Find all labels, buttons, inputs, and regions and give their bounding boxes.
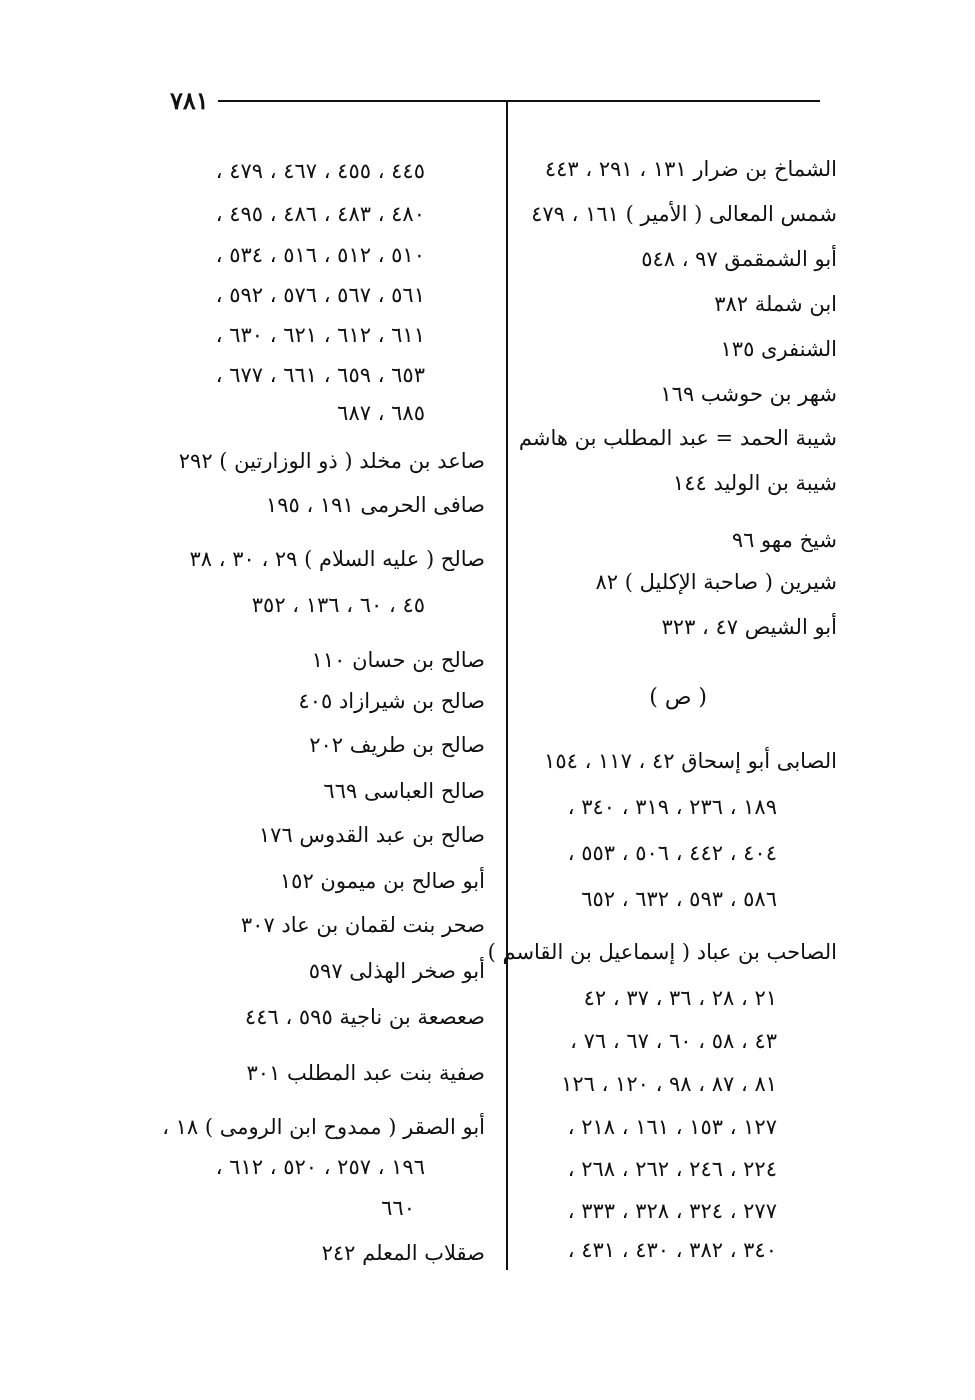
index-entry: ١٢٧ ، ١٥٣ ، ١٦١ ، ٢١٨ ،: [567, 1115, 777, 1139]
right-column: [487, 0, 837, 1400]
index-entry: ٦١١ ، ٦١٢ ، ٦٢١ ، ٦٣٠ ،: [215, 323, 425, 347]
index-entry: شيبة الحمد = عبد المطلب بن هاشم: [518, 426, 837, 450]
index-entry: أبو الشمقمق ٩٧ ، ٥٤٨: [641, 247, 837, 271]
index-entry: صالح بن شيرازاد ٤٠٥: [298, 689, 485, 713]
index-entry: ١٨٩ ، ٢٣٦ ، ٣١٩ ، ٣٤٠ ،: [567, 795, 777, 819]
index-entry: شهر بن حوشب ١٦٩: [660, 382, 837, 406]
left-column: [155, 0, 485, 1400]
index-entry: صقلاب المعلم ٢٤٢: [321, 1241, 485, 1265]
index-entry: صالح بن طريف ٢٠٢: [309, 733, 485, 757]
index-entry: ٥١٠ ، ٥١٢ ، ٥١٦ ، ٥٣٤ ،: [215, 243, 425, 267]
index-entry: صاعد بن مخلد ( ذو الوزارتين ) ٢٩٢: [178, 449, 485, 473]
index-entry: أبو صخر الهذلى ٥٩٧: [308, 959, 485, 983]
index-entry: شمس المعالى ( الأمير ) ١٦١ ، ٤٧٩: [531, 202, 837, 226]
index-entry: الشماخ بن ضرار ١٣١ ، ٢٩١ ، ٤٤٣: [544, 157, 837, 181]
index-entry: الصابى أبو إسحاق ٤٢ ، ١١٧ ، ١٥٤: [544, 749, 837, 773]
page-number: ٧٨١: [170, 86, 209, 115]
index-entry: صالح العباسى ٦٦٩: [323, 779, 485, 803]
index-entry: أبو صالح بن ميمون ١٥٢: [279, 869, 485, 893]
index-entry: صالح ( عليه السلام ) ٢٩ ، ٣٠ ، ٣٨: [189, 547, 485, 571]
index-entry: ابن شملة ٣٨٢: [714, 292, 837, 316]
index-entry: صالح بن حسان ١١٠: [311, 648, 485, 672]
index-entry: ٢٢٤ ، ٢٤٦ ، ٢٦٢ ، ٢٦٨ ،: [567, 1157, 777, 1181]
index-entry: صحر بنت لقمان بن عاد ٣٠٧: [240, 913, 485, 937]
index-entry: صعصعة بن ناجية ٥٩٥ ، ٤٤٦: [244, 1005, 485, 1029]
index-entry: ١٩٦ ، ٢٥٧ ، ٥٢٠ ، ٦١٢ ،: [215, 1155, 425, 1179]
index-entry: الصاحب بن عباد ( إسماعيل بن القاسم ): [487, 940, 837, 964]
index-entry: ٥٦١ ، ٥٦٧ ، ٥٧٦ ، ٥٩٢ ،: [215, 283, 425, 307]
section-heading: ( ص ): [649, 685, 707, 710]
index-entry: ٢٧٧ ، ٣٢٤ ، ٣٢٨ ، ٣٣٣ ،: [567, 1199, 777, 1223]
index-entry: ٤٨٠ ، ٤٨٣ ، ٤٨٦ ، ٤٩٥ ،: [215, 202, 425, 226]
index-entry: ٨١ ، ٨٧ ، ٩٨ ، ١٢٠ ، ١٢٦: [561, 1072, 777, 1096]
index-entry: ٤٣ ، ٥٨ ، ٦٠ ، ٦٧ ، ٧٦ ،: [570, 1029, 777, 1053]
index-entry: ٥٨٦ ، ٥٩٣ ، ٦٣٢ ، ٦٥٢: [581, 887, 777, 911]
index-entry: صفية بنت عبد المطلب ٣٠١: [246, 1061, 485, 1085]
index-entry: أبو الشيص ٤٧ ، ٣٢٣: [661, 615, 837, 639]
index-entry: شيبة بن الوليد ١٤٤: [672, 471, 837, 495]
index-entry: شيخ مهو ٩٦: [731, 528, 837, 552]
index-entry: ٦٦٠: [381, 1196, 415, 1220]
index-entry: ٤٤٥ ، ٤٥٥ ، ٤٦٧ ، ٤٧٩ ،: [215, 159, 425, 183]
index-entry: ٢١ ، ٢٨ ، ٣٦ ، ٣٧ ، ٤٢: [583, 986, 777, 1010]
index-entry: صالح بن عبد القدوس ١٧٦: [258, 823, 485, 847]
index-entry: الشنفرى ١٣٥: [720, 337, 837, 361]
index-entry: ٦٥٣ ، ٦٥٩ ، ٦٦١ ، ٦٧٧ ،: [215, 363, 425, 387]
index-entry: ٤٥ ، ٦٠ ، ١٣٦ ، ٣٥٢: [251, 593, 425, 617]
index-entry: أبو الصقر ( ممدوح ابن الرومى ) ١٨ ،: [162, 1115, 485, 1139]
index-entry: شيرين ( صاحبة الإكليل ) ٨٢: [595, 570, 837, 594]
index-entry: صافى الحرمى ١٩١ ، ١٩٥: [265, 493, 485, 517]
index-entry: ٤٠٤ ، ٤٤٢ ، ٥٠٦ ، ٥٥٣ ،: [567, 841, 777, 865]
index-entry: ٣٤٠ ، ٣٨٢ ، ٤٣٠ ، ٤٣١ ،: [567, 1238, 777, 1262]
index-entry: ٦٨٥ ، ٦٨٧: [337, 401, 425, 425]
